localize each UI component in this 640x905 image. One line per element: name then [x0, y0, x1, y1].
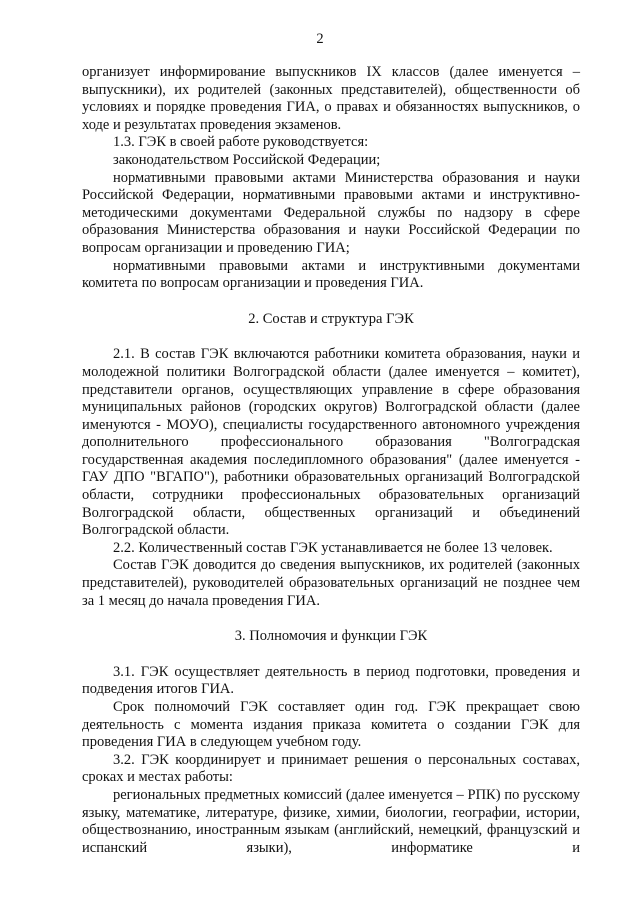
section-heading-2: 2. Состав и структура ГЭК	[248, 310, 414, 327]
paragraph-informing: организует информирование выпускников IX классов (далее именуется – выпускники), их родителей (законных представителей), общественности об условиях и порядке проведения ГИА, о правах и обязанностях выпускников, о ходе и результатах проведения экзаменов.	[82, 64, 580, 133]
paragraph-composition-notice: Состав ГЭК доводится до сведения выпускников, их родителей (законных представителей), руководителей образовательных организаций не позднее чем за 1 месяц до начала проведения ГИА.	[82, 557, 580, 609]
paragraph-rpk: региональных предметных комиссий (далее именуется – РПК) по русскому языку, математике, литературе, физике, химии, биологии, географии, истории, обществознанию, иностранным языкам (английский, немецкий, французский и испанский языки), информатике и	[82, 786, 580, 856]
document-body	[82, 64, 580, 857]
paragraph-2-1: 2.1. В состав ГЭК включаются работники комитета образования, науки и молодежной политики Волгоградской области (далее именуется – комитет), представители органов, осуществляющих управление в сфере образования муниципальных районов (городских округов) Волгоградской области (далее именуются - МОУО), специалисты государственного автономного учреждения дополнительного профессионального образования "Волгоградская государственная академия последипломного образования" (далее именуется - ГАУ ДПО "ВГАПО"), работники образовательных организаций Волгоградской области, сотрудники профессиональных образовательных организаций Волгоградской области, общественных организаций и объединений Волгоградской области.	[82, 346, 580, 539]
page-number: 2	[316, 31, 324, 47]
paragraph-2-2: 2.2. Количественный состав ГЭК устанавливается не более 13 человек.	[113, 539, 553, 556]
paragraph-term: Срок полномочий ГЭК составляет один год. ГЭК прекращает свою деятельность с момента издания приказа комитета о создании ГЭК для проведения ГИА в следующем учебном году.	[82, 699, 580, 751]
paragraph-3-1: 3.1. ГЭК осуществляет деятельность в период подготовки, проведения и подведения итогов ГИА.	[82, 663, 580, 698]
paragraph-committee-acts: нормативными правовыми актами и инструктивными документами комитета по вопросам организации и проведения ГИА.	[82, 257, 580, 292]
paragraph-1-3: 1.3. ГЭК в своей работе руководствуется:	[113, 134, 369, 151]
paragraph-ministry-acts: нормативными правовыми актами Министерства образования и науки Российской Федерации, нормативными правовыми актами и инструктивно-методическими документами Федеральной службы по надзору в сфере образования Министерства образования и науки Российской Федерации по вопросам организации и проведению ГИА;	[82, 169, 580, 256]
paragraph-3-2: 3.2. ГЭК координирует и принимает решения о персональных составах, сроках и местах работы:	[82, 751, 580, 786]
section-heading-3: 3. Полномочия и функции ГЭК	[234, 628, 428, 645]
paragraph-legislation: законодательством Российской Федерации;	[113, 151, 381, 168]
